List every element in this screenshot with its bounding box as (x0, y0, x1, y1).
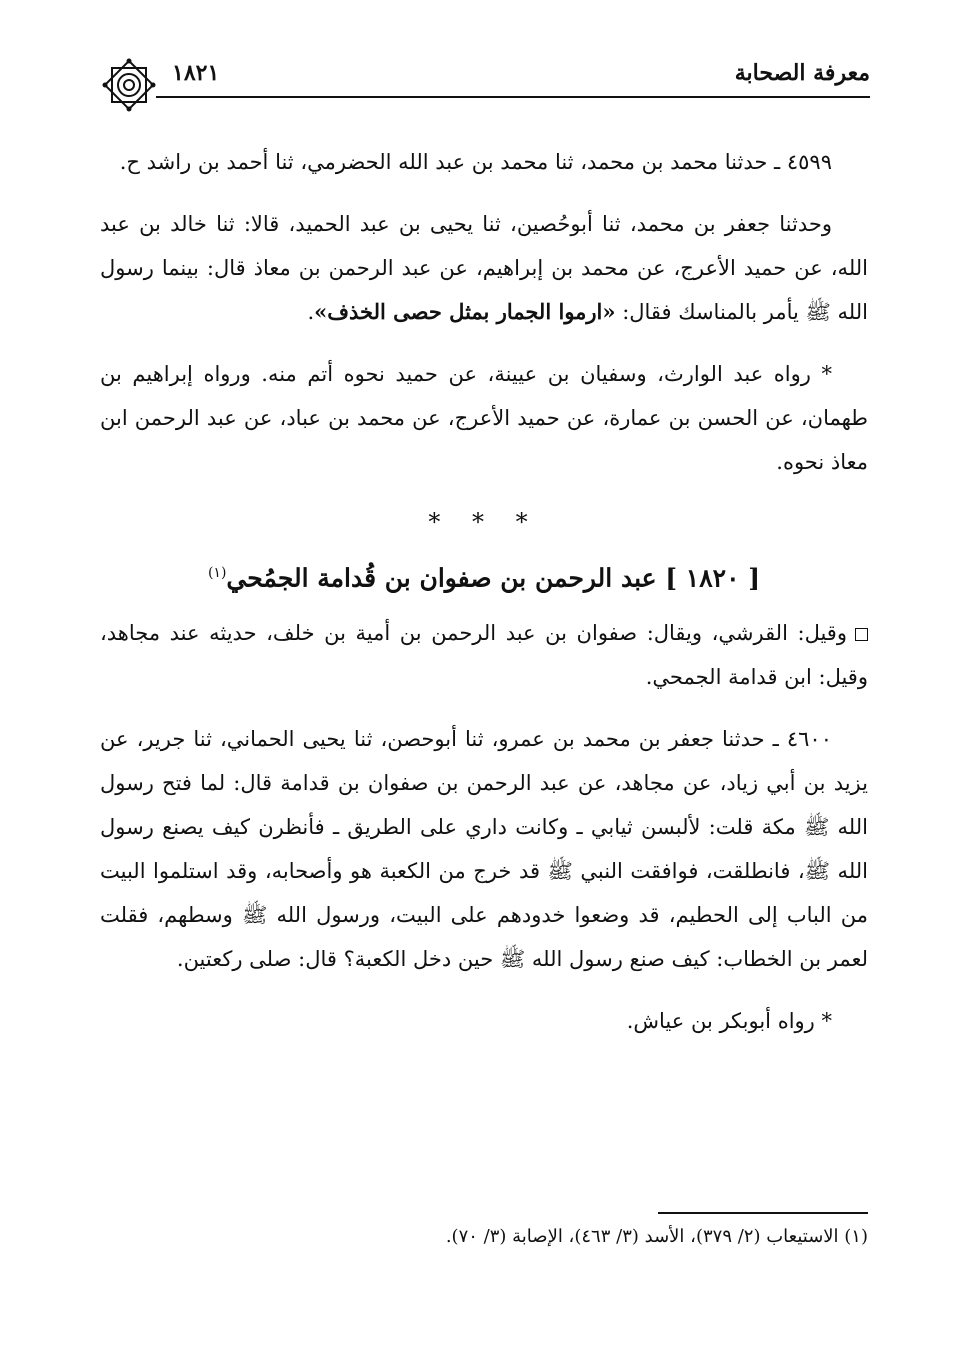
page-body (100, 140, 868, 1061)
narration-note-1: * رواه عبد الوارث، وسفيان بن عيينة، عن حميد نحوه أتم منه. ورواه إبراهيم بن طهمان، عن الحسن بن عمارة، عن حميد الأعرج، عن محمد بن عباد، عن عبد الرحمن ابن معاذ نحوه. (100, 362, 868, 474)
footnote: (١) الاستيعاب (٢/ ٣٧٩)، الأسد (٣/ ٤٦٣)، الإصابة (٣/ ٧٠). (445, 1226, 868, 1247)
biography-text: وقيل: القرشي، ويقال: صفوان بن عبد الرحمن بن أمية بن خلف، حديثه عند مجاهد، وقيل: ابن قدامة الجمحي. (100, 621, 868, 690)
octagram-ornament-icon (100, 56, 158, 114)
hadith-4599: ٤٥٩٩ ـ حدثنا محمد بن محمد، ثنا محمد بن عبد الله الحضرمي، ثنا أحمد بن راشد ح. (119, 150, 832, 174)
narration-note-2: * رواه أبوبكر بن عياش. (626, 1009, 832, 1034)
prophetic-quote: «ارموا الجمار بمثل حصى الخذف» (314, 299, 616, 324)
section-heading-text: [ ١٨٢٠ ] عبد الرحمن بن صفوان بن قُدامة الجمُحي (226, 563, 761, 593)
page-header (100, 56, 870, 108)
section-heading (100, 550, 868, 601)
biography-note (100, 611, 868, 699)
square-marker-icon (855, 628, 868, 641)
hadith-4600: ٤٦٠٠ ـ حدثنا جعفر بن محمد بن عمرو، ثنا أبوحصن، ثنا يحيى الحماني، ثنا جرير، عن يزيد بن أبي زياد، عن مجاهد، عن عبد الرحمن بن صفوان بن قدامة قال: لما فتح رسول الله ﷺ مكة قلت: لألبسن ثيابي ـ وكانت داري على الطريق ـ فأنظرن كيف يصنع رسول الله ﷺ، فانطلقت، فوافقت النبي ﷺ قد خرج من الكعبة هو وأصحابه، وقد استلموا البيت من الباب إلى الحطيم، قد وضعوا خدودهم على البيت، ورسول الله ﷺ وسطهم، فقلت لعمر بن الخطاب: كيف صنع رسول الله ﷺ حين دخل الكعبة؟ قال: صلى ركعتين. (100, 727, 868, 972)
hadith-4599-chain (100, 202, 868, 334)
chain-text: وحدثنا جعفر بن محمد، ثنا أبوحُصين، ثنا يحيى بن عبد الحميد، قالا: ثنا خالد بن عبد الله، عن حميد الأعرج، عن محمد بن إبراهيم، عن عبد الرحمن بن معاذ قال: بينما رسول الله ﷺ يأمر بالمناسك فقال: (100, 212, 868, 324)
footnote-ref: (١) (207, 565, 227, 581)
running-title: معرفة الصحابة (734, 60, 870, 86)
section-separator: * * * (428, 508, 540, 536)
footnote-rule (658, 1212, 868, 1214)
period: . (307, 300, 315, 324)
page-number: ١٨٢١ (172, 60, 220, 86)
header-rule (156, 96, 870, 98)
